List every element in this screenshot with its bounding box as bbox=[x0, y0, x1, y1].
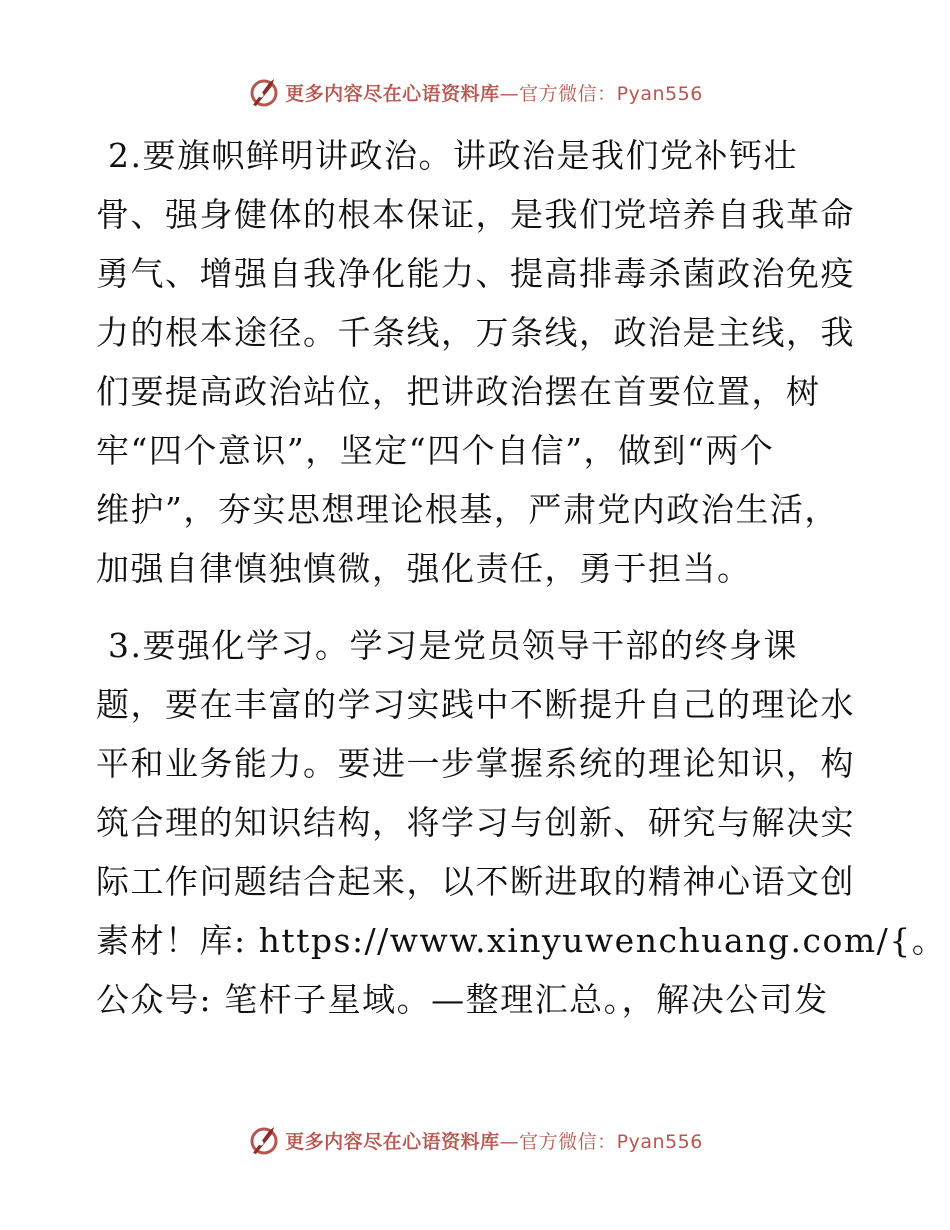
text-line: 力的根本途径。千条线，万条线，政治是主线，我 bbox=[96, 313, 855, 352]
text-line: 加强自律慎独慎微，强化责任，勇于担当。 bbox=[96, 549, 752, 588]
text-line: 们要提高政治站位，把讲政治摆在首要位置，树 bbox=[96, 372, 821, 411]
footer-contact-text: 官方微信：Pyan556 bbox=[519, 1130, 703, 1153]
text-line: 勇气、增强自我净化能力、提高排毒杀菌政治免疫 bbox=[96, 254, 855, 293]
paragraph-2 bbox=[96, 126, 856, 598]
text-line: 筑合理的知识结构，将学习与创新、研究与解决实 bbox=[96, 803, 855, 842]
text-line: 维护”，夯实思想理论根基，严肃党内政治生活， bbox=[96, 490, 839, 529]
document-body bbox=[96, 126, 947, 1047]
header-banner bbox=[0, 72, 950, 112]
text-line: 素材！库: https://www.xinyuwenchuang.com/{。 bbox=[96, 921, 947, 960]
header-brand-text: 更多内容尽在心语资料库 bbox=[285, 82, 500, 105]
footer-banner bbox=[0, 1120, 950, 1160]
text-line: 3.要强化学习。学习是党员领导干部的终身课 bbox=[108, 626, 798, 665]
footer-separator: — bbox=[499, 1130, 520, 1153]
text-line: 牢“四个意识”，坚定“四个自信”，做到“两个 bbox=[96, 431, 775, 470]
text-line: 骨、强身健体的根本保证，是我们党培养自我革命 bbox=[96, 195, 855, 234]
text-line: 题，要在丰富的学习实践中不断提升自己的理论水 bbox=[96, 685, 855, 724]
text-line: 公众号: 笔杆子星域。—整理汇总。，解决公司发 bbox=[96, 980, 829, 1019]
pen-circle-logo-icon bbox=[247, 75, 281, 109]
pen-circle-logo-icon bbox=[247, 1123, 281, 1157]
text-line: 2.要旗帜鲜明讲政治。讲政治是我们党补钙壮 bbox=[108, 136, 798, 175]
footer-brand-text: 更多内容尽在心语资料库 bbox=[285, 1130, 500, 1153]
header-separator: — bbox=[499, 82, 520, 105]
text-line: 际工作问题结合起来，以不断进取的精神心语文创 bbox=[96, 862, 855, 901]
text-line: 平和业务能力。要进一步掌握系统的理论知识，构 bbox=[96, 744, 855, 783]
paragraph-3 bbox=[96, 616, 947, 1029]
header-contact-text: 官方微信：Pyan556 bbox=[519, 82, 703, 105]
